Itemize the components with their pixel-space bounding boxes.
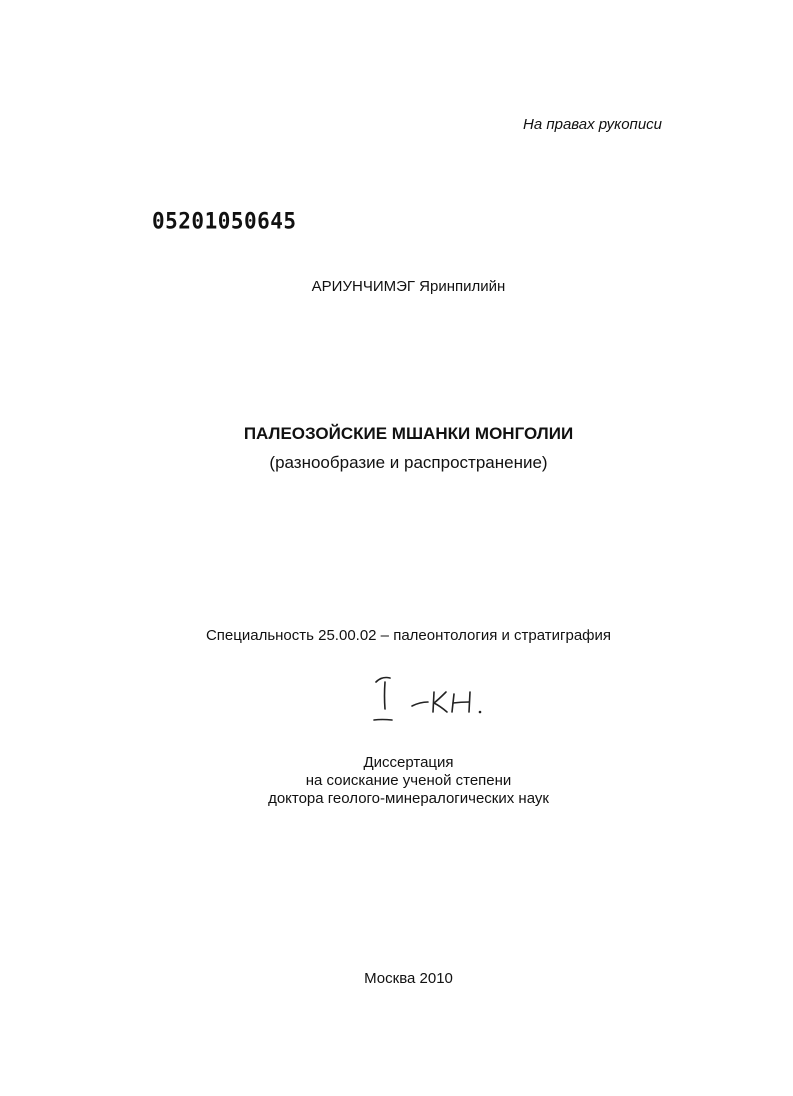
dissertation-line-1: Диссертация	[363, 754, 454, 771]
author-name: АРИУНЧИМЭГ Яринпилийн	[311, 278, 506, 295]
dissertation-subtitle: (разнообразие и распространение)	[269, 453, 548, 472]
dissertation-statement	[0, 754, 793, 808]
handwritten-volume-note	[368, 668, 498, 728]
rights-note: На правах рукописи	[523, 116, 662, 133]
dissertation-title: ПАЛЕОЗОЙСКИЕ МШАНКИ МОНГОЛИИ	[243, 424, 574, 443]
dissertation-line-2: на соискание ученой степени	[305, 772, 512, 789]
catalog-number: 05201050645	[152, 208, 297, 234]
dissertation-line-3: доктора геолого-минералогических наук	[268, 790, 549, 807]
place-and-year: Москва 2010	[364, 970, 453, 987]
specialty-line: Специальность 25.00.02 – палеонтология и стратиграфия	[205, 627, 612, 644]
